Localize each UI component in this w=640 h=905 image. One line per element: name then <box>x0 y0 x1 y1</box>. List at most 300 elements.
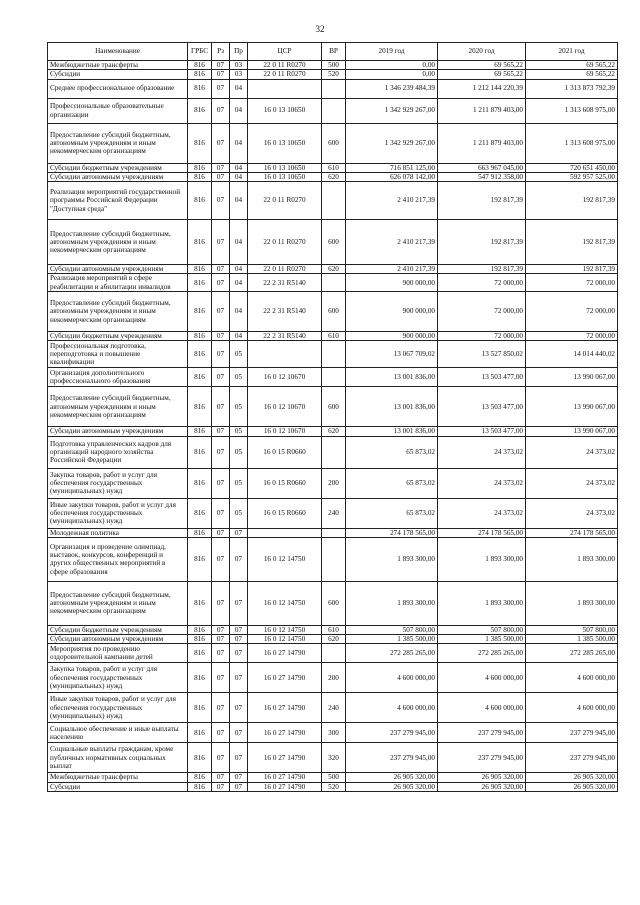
table-row <box>48 436 618 468</box>
cell-2020: 237 279 945,00 <box>438 723 526 743</box>
cell-grbs: 816 <box>188 625 212 634</box>
cell-2020: 663 967 045,00 <box>438 163 526 172</box>
cell-rz: 07 <box>212 274 230 292</box>
cell-grbs: 816 <box>188 427 212 436</box>
header-2019: 2019 год <box>346 43 438 61</box>
cell-vr: 600 <box>322 291 346 331</box>
cell-2020: 13 503 477,00 <box>438 368 526 387</box>
cell-2019: 900 000,00 <box>346 291 438 331</box>
header-pr: Пр <box>230 43 248 61</box>
cell-2021: 507 800,00 <box>526 625 618 634</box>
cell-rz: 07 <box>212 163 230 172</box>
cell-csr: 22 0 11 R0270 <box>248 265 322 274</box>
cell-2019: 1 346 239 484,39 <box>346 79 438 98</box>
cell-name: Предоставление субсидий бюджетным, автономным учреждениям и иным некоммерческим организациям <box>48 387 188 427</box>
cell-rz: 07 <box>212 773 230 782</box>
cell-2020: 24 373,02 <box>438 468 526 498</box>
cell-2020: 1 893 300,00 <box>438 537 526 581</box>
cell-grbs: 816 <box>188 468 212 498</box>
cell-2019: 237 279 945,00 <box>346 743 438 773</box>
cell-name: Социальные выплаты гражданам, кроме публичных нормативных социальных выплат <box>48 743 188 773</box>
page-number: 32 <box>315 24 325 34</box>
cell-grbs: 816 <box>188 331 212 340</box>
table-row <box>48 693 618 723</box>
cell-vr <box>322 537 346 581</box>
cell-csr: 16 0 13 10650 <box>248 98 322 123</box>
cell-vr <box>322 182 346 220</box>
cell-csr: 16 0 15 R0660 <box>248 498 322 528</box>
cell-vr: 610 <box>322 331 346 340</box>
cell-rz: 07 <box>212 182 230 220</box>
cell-2021: 24 373,02 <box>526 468 618 498</box>
cell-grbs: 816 <box>188 635 212 644</box>
cell-csr: 16 0 27 14790 <box>248 693 322 723</box>
cell-name: Субсидии автономным учреждениям <box>48 265 188 274</box>
cell-grbs: 816 <box>188 387 212 427</box>
cell-2019: 716 851 125,00 <box>346 163 438 172</box>
cell-pr: 04 <box>230 274 248 292</box>
cell-csr: 16 0 12 10670 <box>248 368 322 387</box>
cell-rz: 07 <box>212 172 230 181</box>
cell-2021: 24 373,02 <box>526 498 618 528</box>
cell-2020: 69 565,22 <box>438 70 526 79</box>
cell-name: Субсидии автономным учреждениям <box>48 427 188 436</box>
cell-vr: 320 <box>322 743 346 773</box>
cell-grbs: 816 <box>188 537 212 581</box>
cell-2019: 1 893 300,00 <box>346 537 438 581</box>
cell-csr: 16 0 12 14750 <box>248 537 322 581</box>
cell-csr: 16 0 12 14750 <box>248 635 322 644</box>
cell-2019: 900 000,00 <box>346 274 438 292</box>
table-row <box>48 123 618 163</box>
table-row <box>48 625 618 634</box>
cell-name: Субсидии автономным учреждениям <box>48 635 188 644</box>
cell-2020: 192 817,39 <box>438 265 526 274</box>
cell-name: Профессиональная подготовка, переподготовка и повышение квалификации <box>48 341 188 368</box>
cell-2021: 26 905 320,00 <box>526 782 618 791</box>
cell-2021: 24 373,02 <box>526 436 618 468</box>
cell-2020: 1 211 879 403,00 <box>438 123 526 163</box>
cell-2019: 13 001 836,00 <box>346 368 438 387</box>
cell-name: Социальное обеспечение и иные выплаты населению <box>48 723 188 743</box>
cell-name: Субсидии <box>48 782 188 791</box>
table-row <box>48 61 618 70</box>
cell-pr: 04 <box>230 123 248 163</box>
cell-name: Среднее профессиональное образование <box>48 79 188 98</box>
cell-name: Предоставление субсидий бюджетным, автономным учреждениям и иным некоммерческим организациям <box>48 291 188 331</box>
cell-name: Предоставление субсидий бюджетным, автономным учреждениям и иным некоммерческим организациям <box>48 220 188 265</box>
cell-pr: 07 <box>230 537 248 581</box>
cell-pr: 04 <box>230 98 248 123</box>
cell-2021: 274 178 565,00 <box>526 528 618 537</box>
cell-2020: 192 817,39 <box>438 220 526 265</box>
cell-vr: 600 <box>322 387 346 427</box>
cell-csr: 16 0 15 R0660 <box>248 436 322 468</box>
budget-table <box>47 42 618 792</box>
cell-2019: 13 001 836,00 <box>346 387 438 427</box>
table-row <box>48 498 618 528</box>
table-row <box>48 70 618 79</box>
table-row <box>48 743 618 773</box>
cell-vr: 240 <box>322 498 346 528</box>
cell-name: Закупка товаров, работ и услуг для обеспечения государственных (муниципальных) нужд <box>48 468 188 498</box>
cell-csr: 16 0 27 14790 <box>248 773 322 782</box>
cell-2021: 4 600 000,00 <box>526 663 618 693</box>
cell-pr: 07 <box>230 635 248 644</box>
cell-csr <box>248 79 322 98</box>
cell-2021: 13 990 067,00 <box>526 427 618 436</box>
cell-2019: 0,00 <box>346 61 438 70</box>
table-row <box>48 265 618 274</box>
cell-grbs: 816 <box>188 79 212 98</box>
table-row <box>48 581 618 625</box>
cell-pr: 07 <box>230 773 248 782</box>
cell-2021: 1 893 300,00 <box>526 581 618 625</box>
cell-name: Субсидии бюджетным учреждениям <box>48 163 188 172</box>
cell-pr: 04 <box>230 265 248 274</box>
table-row <box>48 773 618 782</box>
cell-vr <box>322 79 346 98</box>
cell-rz: 07 <box>212 537 230 581</box>
cell-2021: 1 385 500,00 <box>526 635 618 644</box>
table-row <box>48 528 618 537</box>
cell-csr: 16 0 12 14750 <box>248 581 322 625</box>
cell-rz: 07 <box>212 70 230 79</box>
cell-2020: 24 373,02 <box>438 498 526 528</box>
cell-grbs: 816 <box>188 182 212 220</box>
cell-pr: 05 <box>230 468 248 498</box>
cell-2020: 1 893 300,00 <box>438 581 526 625</box>
cell-pr: 07 <box>230 663 248 693</box>
cell-name: Реализация мероприятий государственной программы Российской Федерации "Доступная среда" <box>48 182 188 220</box>
cell-rz: 07 <box>212 436 230 468</box>
cell-pr: 04 <box>230 182 248 220</box>
cell-2021: 192 817,39 <box>526 265 618 274</box>
cell-2021: 192 817,39 <box>526 182 618 220</box>
cell-csr: 16 0 15 R0660 <box>248 468 322 498</box>
cell-2019: 13 067 709,02 <box>346 341 438 368</box>
cell-csr: 16 0 12 10670 <box>248 387 322 427</box>
cell-pr: 07 <box>230 723 248 743</box>
cell-pr: 07 <box>230 743 248 773</box>
cell-rz: 07 <box>212 265 230 274</box>
cell-2020: 1 212 144 220,39 <box>438 79 526 98</box>
cell-csr: 16 0 13 10650 <box>248 172 322 181</box>
cell-2019: 0,00 <box>346 70 438 79</box>
cell-2020: 72 000,00 <box>438 331 526 340</box>
header-2021: 2021 год <box>526 43 618 61</box>
cell-2021: 1 313 608 975,00 <box>526 98 618 123</box>
cell-vr: 600 <box>322 220 346 265</box>
table-row <box>48 331 618 340</box>
cell-2020: 274 178 565,00 <box>438 528 526 537</box>
cell-2020: 1 385 500,00 <box>438 635 526 644</box>
cell-rz: 07 <box>212 387 230 427</box>
cell-2019: 272 285 265,00 <box>346 644 438 663</box>
cell-2021: 69 565,22 <box>526 61 618 70</box>
cell-2019: 507 800,00 <box>346 625 438 634</box>
cell-pr: 07 <box>230 581 248 625</box>
cell-2019: 1 342 929 267,00 <box>346 98 438 123</box>
cell-rz: 07 <box>212 663 230 693</box>
cell-csr: 16 0 27 14790 <box>248 663 322 693</box>
cell-grbs: 816 <box>188 274 212 292</box>
cell-pr: 04 <box>230 79 248 98</box>
cell-rz: 07 <box>212 723 230 743</box>
cell-vr <box>322 436 346 468</box>
cell-grbs: 816 <box>188 98 212 123</box>
cell-pr: 05 <box>230 498 248 528</box>
table-row <box>48 387 618 427</box>
cell-2019: 26 905 320,00 <box>346 773 438 782</box>
cell-name: Предоставление субсидий бюджетным, автономным учреждениям и иным некоммерческим организациям <box>48 581 188 625</box>
cell-2020: 4 600 000,00 <box>438 693 526 723</box>
cell-2020: 1 211 879 403,00 <box>438 98 526 123</box>
cell-rz: 07 <box>212 220 230 265</box>
cell-2021: 592 957 525,00 <box>526 172 618 181</box>
cell-name: Предоставление субсидий бюджетным, автономным учреждениям и иным некоммерческим организациям <box>48 123 188 163</box>
table-body <box>48 61 618 792</box>
cell-grbs: 816 <box>188 436 212 468</box>
cell-grbs: 816 <box>188 528 212 537</box>
cell-rz: 07 <box>212 98 230 123</box>
cell-vr: 520 <box>322 70 346 79</box>
cell-pr: 05 <box>230 387 248 427</box>
cell-2020: 547 912 358,00 <box>438 172 526 181</box>
cell-vr: 610 <box>322 163 346 172</box>
cell-2020: 72 000,00 <box>438 291 526 331</box>
cell-2020: 237 279 945,00 <box>438 743 526 773</box>
cell-vr: 620 <box>322 265 346 274</box>
cell-grbs: 816 <box>188 644 212 663</box>
cell-vr: 520 <box>322 782 346 791</box>
cell-vr: 200 <box>322 468 346 498</box>
cell-pr: 05 <box>230 368 248 387</box>
cell-rz: 07 <box>212 644 230 663</box>
cell-csr <box>248 341 322 368</box>
header-name: Наименование <box>48 43 188 61</box>
cell-vr <box>322 341 346 368</box>
cell-pr: 05 <box>230 436 248 468</box>
cell-2021: 237 279 945,00 <box>526 743 618 773</box>
cell-pr: 04 <box>230 331 248 340</box>
header-grbs: ГРБС <box>188 43 212 61</box>
cell-pr: 03 <box>230 70 248 79</box>
cell-vr: 620 <box>322 172 346 181</box>
cell-2019: 4 600 000,00 <box>346 663 438 693</box>
cell-2019: 274 178 565,00 <box>346 528 438 537</box>
cell-grbs: 816 <box>188 163 212 172</box>
header-rz: Рз <box>212 43 230 61</box>
cell-csr: 22 2 31 R5140 <box>248 331 322 340</box>
cell-csr: 22 2 31 R5140 <box>248 291 322 331</box>
cell-2021: 1 313 873 792,39 <box>526 79 618 98</box>
cell-vr <box>322 644 346 663</box>
cell-csr: 16 0 27 14790 <box>248 782 322 791</box>
cell-2020: 13 503 477,00 <box>438 427 526 436</box>
cell-rz: 07 <box>212 782 230 791</box>
table-row <box>48 663 618 693</box>
cell-2019: 65 873,02 <box>346 498 438 528</box>
cell-2019: 2 410 217,39 <box>346 265 438 274</box>
cell-vr: 500 <box>322 773 346 782</box>
cell-name: Субсидии <box>48 70 188 79</box>
cell-2019: 1 385 500,00 <box>346 635 438 644</box>
cell-pr: 05 <box>230 427 248 436</box>
cell-csr: 16 0 27 14790 <box>248 644 322 663</box>
cell-rz: 07 <box>212 123 230 163</box>
cell-name: Межбюджетные трансферты <box>48 773 188 782</box>
cell-csr: 16 0 27 14790 <box>248 723 322 743</box>
cell-2021: 13 990 067,00 <box>526 368 618 387</box>
cell-2020: 24 373,02 <box>438 436 526 468</box>
cell-rz: 07 <box>212 291 230 331</box>
cell-2020: 26 905 320,00 <box>438 782 526 791</box>
cell-grbs: 816 <box>188 581 212 625</box>
cell-name: Подготовка управленческих кадров для организаций народного хозяйства Российской Федерации <box>48 436 188 468</box>
cell-rz: 07 <box>212 625 230 634</box>
cell-vr: 600 <box>322 581 346 625</box>
cell-2021: 13 990 067,00 <box>526 387 618 427</box>
cell-2019: 65 873,02 <box>346 468 438 498</box>
cell-name: Организация дополнительного профессионального образования <box>48 368 188 387</box>
cell-name: Иные закупки товаров, работ и услуг для обеспечения государственных (муниципальных) нужд <box>48 693 188 723</box>
cell-rz: 07 <box>212 61 230 70</box>
cell-2019: 13 001 836,00 <box>346 427 438 436</box>
cell-rz: 07 <box>212 468 230 498</box>
cell-2019: 2 410 217,39 <box>346 182 438 220</box>
cell-2019: 626 078 142,00 <box>346 172 438 181</box>
cell-2021: 192 817,39 <box>526 220 618 265</box>
table-row <box>48 782 618 791</box>
cell-grbs: 816 <box>188 123 212 163</box>
cell-2021: 272 285 265,00 <box>526 644 618 663</box>
cell-vr: 200 <box>322 663 346 693</box>
cell-csr: 16 0 13 10650 <box>248 163 322 172</box>
table-row <box>48 79 618 98</box>
table-row <box>48 172 618 181</box>
cell-pr: 03 <box>230 61 248 70</box>
cell-2020: 26 905 320,00 <box>438 773 526 782</box>
cell-vr <box>322 98 346 123</box>
cell-grbs: 816 <box>188 723 212 743</box>
cell-2021: 720 651 450,00 <box>526 163 618 172</box>
cell-vr: 620 <box>322 635 346 644</box>
cell-2020: 69 565,22 <box>438 61 526 70</box>
cell-rz: 07 <box>212 635 230 644</box>
cell-pr: 07 <box>230 693 248 723</box>
table-row <box>48 644 618 663</box>
cell-vr: 500 <box>322 61 346 70</box>
header-2020: 2020 год <box>438 43 526 61</box>
cell-2020: 13 527 850,02 <box>438 341 526 368</box>
cell-2021: 72 000,00 <box>526 274 618 292</box>
table-row <box>48 723 618 743</box>
cell-rz: 07 <box>212 581 230 625</box>
cell-vr <box>322 528 346 537</box>
cell-rz: 07 <box>212 693 230 723</box>
cell-2019: 26 905 320,00 <box>346 782 438 791</box>
cell-csr: 16 0 12 10670 <box>248 427 322 436</box>
cell-grbs: 816 <box>188 368 212 387</box>
table-row <box>48 274 618 292</box>
cell-name: Субсидии автономным учреждениям <box>48 172 188 181</box>
cell-csr <box>248 528 322 537</box>
table-row <box>48 182 618 220</box>
cell-grbs: 816 <box>188 172 212 181</box>
cell-vr: 610 <box>322 625 346 634</box>
cell-name: Реализация мероприятий в сфере реабилитации и абилитации инвалидов <box>48 274 188 292</box>
cell-vr: 300 <box>322 723 346 743</box>
table-row <box>48 163 618 172</box>
table-row <box>48 427 618 436</box>
cell-pr: 04 <box>230 220 248 265</box>
cell-2019: 237 279 945,00 <box>346 723 438 743</box>
cell-grbs: 816 <box>188 265 212 274</box>
cell-2020: 192 817,39 <box>438 182 526 220</box>
cell-name: Закупка товаров, работ и услуг для обеспечения государственных (муниципальных) нужд <box>48 663 188 693</box>
cell-rz: 07 <box>212 743 230 773</box>
cell-grbs: 816 <box>188 782 212 791</box>
cell-2021: 72 000,00 <box>526 291 618 331</box>
cell-name: Иные закупки товаров, работ и услуг для обеспечения государственных (муниципальных) нужд <box>48 498 188 528</box>
cell-rz: 07 <box>212 528 230 537</box>
cell-2021: 26 905 320,00 <box>526 773 618 782</box>
table-row <box>48 368 618 387</box>
table-row <box>48 220 618 265</box>
cell-2019: 900 000,00 <box>346 331 438 340</box>
cell-csr: 22 0 11 R0270 <box>248 220 322 265</box>
cell-pr: 07 <box>230 625 248 634</box>
table-row <box>48 341 618 368</box>
cell-2020: 72 000,00 <box>438 274 526 292</box>
cell-rz: 07 <box>212 427 230 436</box>
cell-csr: 22 0 11 R0270 <box>248 182 322 220</box>
cell-rz: 07 <box>212 368 230 387</box>
cell-name: Молодежная политика <box>48 528 188 537</box>
cell-2021: 72 000,00 <box>526 331 618 340</box>
cell-grbs: 816 <box>188 693 212 723</box>
cell-vr: 240 <box>322 693 346 723</box>
cell-pr: 04 <box>230 291 248 331</box>
cell-rz: 07 <box>212 498 230 528</box>
cell-name: Организация и проведение олимпиад, выставок, конкурсов, конференций и других общественных мероприятий в сфере образования <box>48 537 188 581</box>
cell-grbs: 816 <box>188 220 212 265</box>
cell-grbs: 816 <box>188 663 212 693</box>
table-row <box>48 635 618 644</box>
cell-name: Мероприятия по проведению оздоровительной кампании детей <box>48 644 188 663</box>
cell-grbs: 816 <box>188 498 212 528</box>
cell-name: Профессиональные образовательные организации <box>48 98 188 123</box>
cell-2021: 1 313 608 975,00 <box>526 123 618 163</box>
cell-name: Субсидии бюджетным учреждениям <box>48 331 188 340</box>
cell-grbs: 816 <box>188 743 212 773</box>
cell-vr: 620 <box>322 427 346 436</box>
cell-pr: 07 <box>230 528 248 537</box>
cell-2019: 1 342 929 267,00 <box>346 123 438 163</box>
cell-pr: 04 <box>230 163 248 172</box>
cell-csr: 16 0 13 10650 <box>248 123 322 163</box>
cell-2020: 4 600 000,00 <box>438 663 526 693</box>
header-vr: ВР <box>322 43 346 61</box>
cell-vr <box>322 368 346 387</box>
cell-csr: 16 0 27 14790 <box>248 743 322 773</box>
cell-2020: 13 503 477,00 <box>438 387 526 427</box>
cell-2019: 2 410 217,39 <box>346 220 438 265</box>
cell-grbs: 816 <box>188 61 212 70</box>
cell-grbs: 816 <box>188 70 212 79</box>
cell-csr: 22 0 11 R0270 <box>248 70 322 79</box>
